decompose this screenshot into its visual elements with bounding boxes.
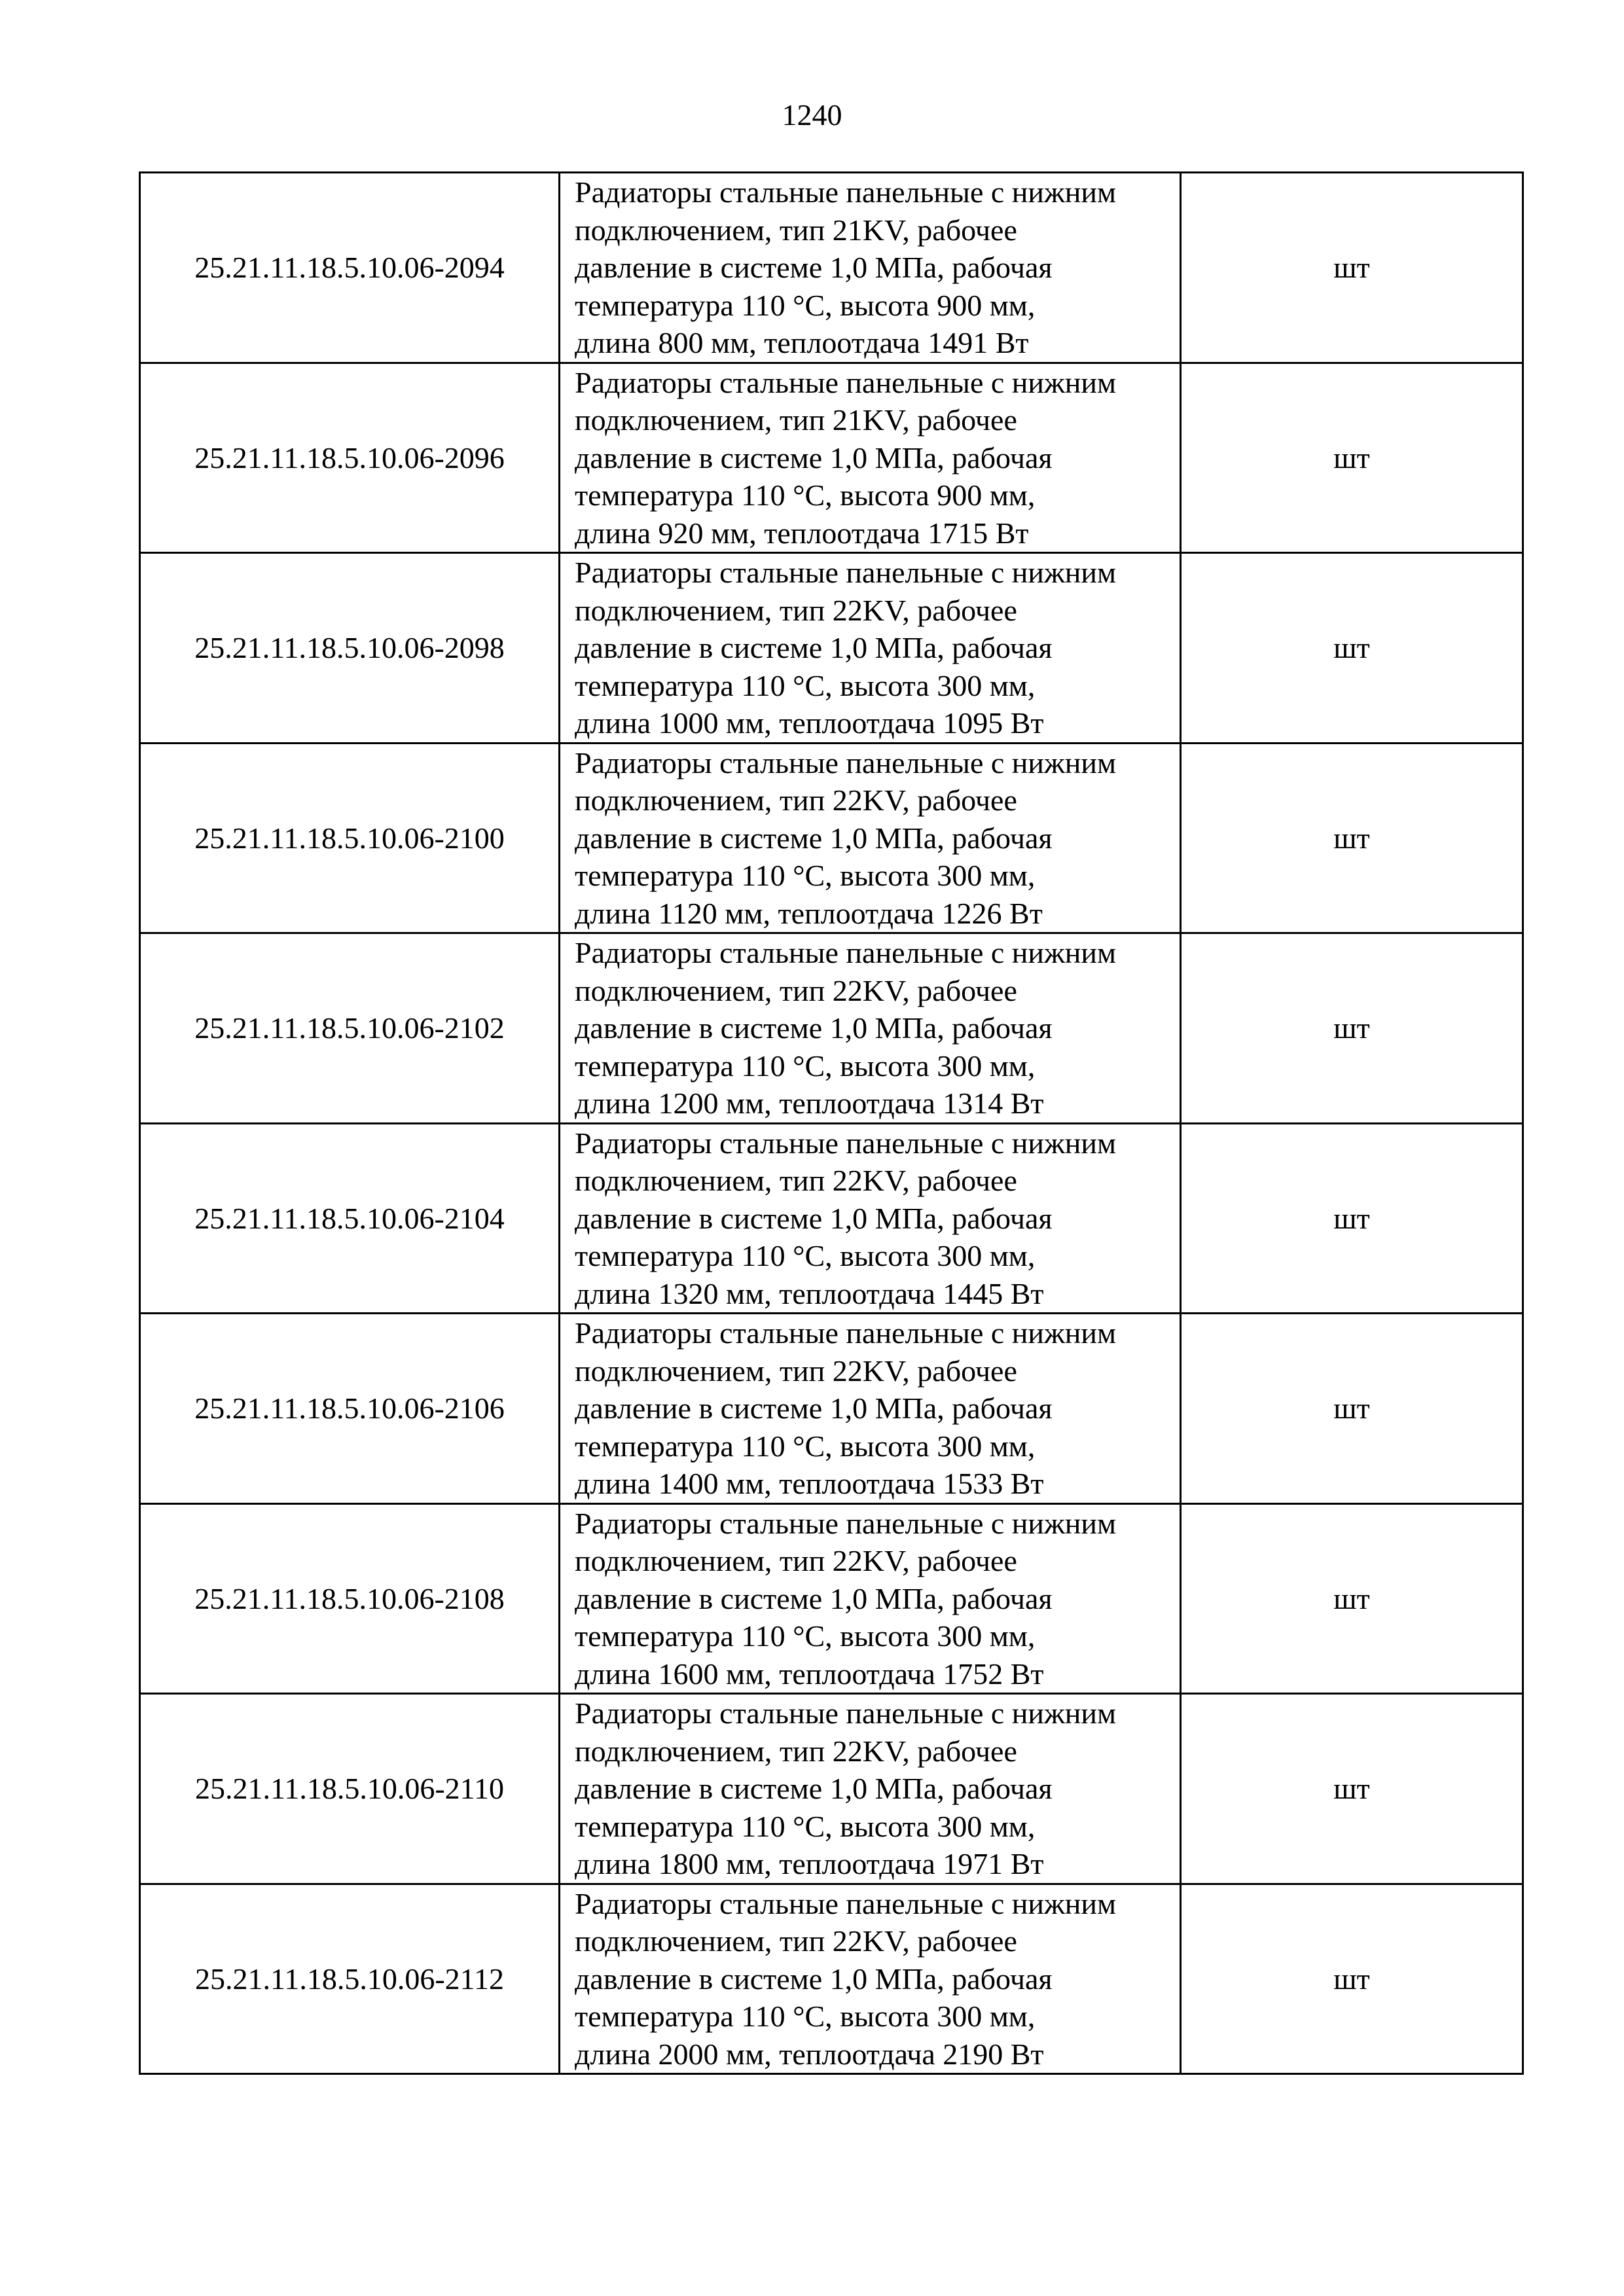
unit-cell: шт <box>1181 1694 1523 1884</box>
description-line: подключением, тип 22KV, рабочее <box>575 1734 1017 1768</box>
unit-cell: шт <box>1181 743 1523 933</box>
unit-cell: шт <box>1181 1123 1523 1314</box>
table-row <box>140 1123 1523 1314</box>
description-line: давление в системе 1,0 МПа, рабочая <box>575 440 1053 475</box>
table-row <box>140 1503 1523 1694</box>
description-line: длина 1120 мм, теплоотдача 1226 Вт <box>575 896 1043 930</box>
table-row <box>140 933 1523 1124</box>
table-row <box>140 1884 1523 2074</box>
description-line: длина 2000 мм, теплоотдача 2190 Вт <box>575 2037 1044 2071</box>
unit-cell: шт <box>1181 553 1523 744</box>
resource-code-cell: 25.21.11.18.5.10.06-2102 <box>140 933 560 1124</box>
description-line: давление в системе 1,0 МПа, рабочая <box>575 251 1053 284</box>
resource-description-cell <box>560 933 1181 1124</box>
description-line: подключением, тип 22KV, рабочее <box>575 1354 1017 1388</box>
unit-cell: шт <box>1181 1503 1523 1694</box>
description-line: давление в системе 1,0 МПа, рабочая <box>575 1772 1053 1805</box>
resource-description-cell <box>560 1123 1181 1314</box>
resource-table-body <box>140 173 1523 2074</box>
unit-cell: шт <box>1181 933 1523 1124</box>
table-row <box>140 1314 1523 1504</box>
description-line: длина 1400 мм, теплоотдача 1533 Вт <box>575 1467 1044 1500</box>
description-line: длина 800 мм, теплоотдача 1491 Вт <box>575 326 1029 359</box>
resource-description-cell <box>560 363 1181 553</box>
description-line: давление в системе 1,0 МПа, рабочая <box>575 1391 1053 1425</box>
description-line: подключением, тип 22KV, рабочее <box>575 1544 1017 1577</box>
description-line: длина 1000 мм, теплоотдача 1095 Вт <box>575 706 1044 740</box>
resource-code-cell: 25.21.11.18.5.10.06-2110 <box>140 1694 560 1884</box>
description-line: давление в системе 1,0 МПа, рабочая <box>575 1581 1053 1615</box>
description-line: подключением, тип 22KV, рабочее <box>575 1924 1017 1958</box>
description-line: давление в системе 1,0 МПа, рабочая <box>575 631 1053 664</box>
resource-code-cell: 25.21.11.18.5.10.06-2094 <box>140 173 560 363</box>
resource-code-cell: 25.21.11.18.5.10.06-2108 <box>140 1503 560 1694</box>
description-line: подключением, тип 22KV, рабочее <box>575 593 1017 627</box>
description-line: Радиаторы стальные панельные с нижним <box>575 556 1117 589</box>
resource-description-cell <box>560 173 1181 363</box>
resource-code-cell: 25.21.11.18.5.10.06-2098 <box>140 553 560 744</box>
description-line: Радиаторы стальные панельные с нижним <box>575 1696 1117 1730</box>
table-row <box>140 363 1523 553</box>
description-line: давление в системе 1,0 МПа, рабочая <box>575 1201 1053 1235</box>
resource-table <box>139 171 1524 2075</box>
resource-description-cell <box>560 1314 1181 1504</box>
unit-cell: шт <box>1181 363 1523 553</box>
resource-description-cell <box>560 743 1181 933</box>
resource-code-cell: 25.21.11.18.5.10.06-2100 <box>140 743 560 933</box>
description-line: Радиаторы стальные панельные с нижним <box>575 1886 1117 1920</box>
description-line: подключением, тип 22KV, рабочее <box>575 973 1017 1007</box>
description-line: длина 1600 мм, теплоотдача 1752 Вт <box>575 1657 1044 1691</box>
resource-description-cell <box>560 1694 1181 1884</box>
description-line: температура 110 °С, высота 300 мм, <box>575 1049 1036 1083</box>
description-line: Радиаторы стальные панельные с нижним <box>575 365 1117 399</box>
description-line: подключением, тип 21KV, рабочее <box>575 403 1017 437</box>
description-line: длина 1200 мм, теплоотдача 1314 Вт <box>575 1086 1044 1120</box>
table-row <box>140 553 1523 744</box>
description-line: давление в системе 1,0 МПа, рабочая <box>575 1011 1053 1045</box>
description-line: температура 110 °С, высота 900 мм, <box>575 288 1036 322</box>
description-line: температура 110 °С, высота 300 мм, <box>575 1239 1036 1272</box>
unit-cell: шт <box>1181 1314 1523 1504</box>
resource-code-cell: 25.21.11.18.5.10.06-2112 <box>140 1884 560 2074</box>
page-number: 1240 <box>782 98 842 132</box>
resource-code-cell: 25.21.11.18.5.10.06-2106 <box>140 1314 560 1504</box>
description-line: Радиаторы стальные панельные с нижним <box>575 936 1117 969</box>
description-line: подключением, тип 22KV, рабочее <box>575 783 1017 817</box>
description-line: температура 110 °С, высота 300 мм, <box>575 2000 1036 2033</box>
description-line: Радиаторы стальные панельные с нижним <box>575 1126 1117 1160</box>
table-row <box>140 1694 1523 1884</box>
description-line: давление в системе 1,0 МПа, рабочая <box>575 821 1053 855</box>
resource-code-cell: 25.21.11.18.5.10.06-2096 <box>140 363 560 553</box>
unit-cell: шт <box>1181 1884 1523 2074</box>
description-line: Радиаторы стальные панельные с нижним <box>575 1316 1117 1350</box>
unit-cell: шт <box>1181 173 1523 363</box>
description-line: температура 110 °С, высота 300 мм, <box>575 1429 1036 1463</box>
description-line: температура 110 °С, высота 300 мм, <box>575 668 1036 702</box>
resource-description-cell <box>560 553 1181 744</box>
description-line: давление в системе 1,0 МПа, рабочая <box>575 1962 1053 1996</box>
description-line: температура 110 °С, высота 300 мм, <box>575 1619 1036 1653</box>
description-line: подключением, тип 22KV, рабочее <box>575 1164 1017 1197</box>
description-line: подключением, тип 21KV, рабочее <box>575 213 1017 247</box>
resource-description-cell <box>560 1503 1181 1694</box>
description-line: температура 110 °С, высота 900 мм, <box>575 478 1036 512</box>
description-line: длина 1800 мм, теплоотдача 1971 Вт <box>575 1847 1044 1880</box>
description-line: Радиаторы стальные панельные с нижним <box>575 1506 1117 1540</box>
description-line: Радиаторы стальные панельные с нижним <box>575 745 1117 780</box>
description-line: длина 920 мм, теплоотдача 1715 Вт <box>575 516 1029 550</box>
resource-description-cell <box>560 1884 1181 2074</box>
description-line: длина 1320 мм, теплоотдача 1445 Вт <box>575 1276 1044 1310</box>
description-line: Радиаторы стальные панельные с нижним <box>575 175 1117 209</box>
description-line: температура 110 °С, высота 300 мм, <box>575 859 1036 892</box>
description-line: температура 110 °С, высота 300 мм, <box>575 1809 1036 1843</box>
resource-code-cell: 25.21.11.18.5.10.06-2104 <box>140 1123 560 1314</box>
table-row <box>140 173 1523 363</box>
table-row <box>140 743 1523 933</box>
